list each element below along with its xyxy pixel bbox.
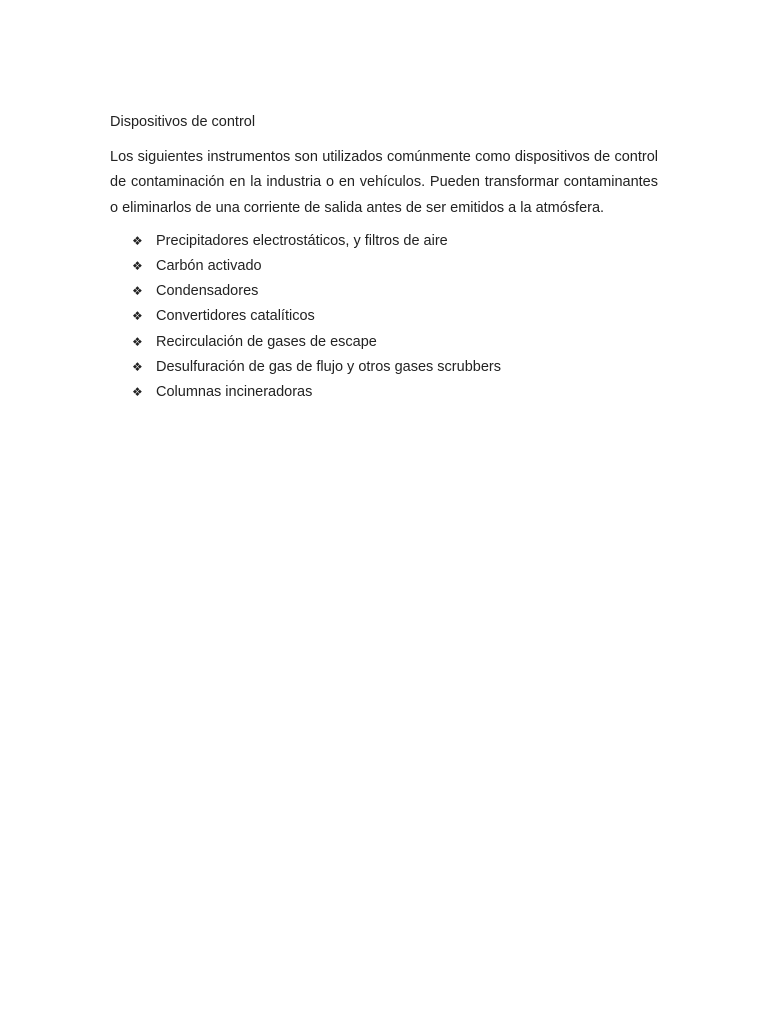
four-diamond-bullet-icon: ❖: [132, 309, 143, 324]
list-item: [132, 330, 658, 355]
four-diamond-bullet-icon: ❖: [132, 233, 143, 248]
intro-paragraph: Los siguientes instrumentos son utilizados comúnmente como dispositivos de control de contaminación en la industria o en vehículos. Pueden transformar contaminantes o eliminarlos de una corriente de salida antes de ser emitidos a la atmósfera.: [110, 149, 658, 216]
four-diamond-bullet-icon: ❖: [132, 359, 143, 374]
list-item: [132, 279, 658, 304]
four-diamond-bullet-icon: ❖: [132, 385, 143, 400]
list-item: [132, 380, 658, 405]
device-list: [110, 229, 658, 405]
list-item: [132, 304, 658, 329]
four-diamond-bullet-icon: ❖: [132, 334, 143, 349]
list-item-text: Convertidores catalíticos: [156, 308, 315, 325]
document-body: [110, 112, 658, 405]
list-item-text: Carbón activado: [156, 258, 262, 275]
list-item: [132, 355, 658, 380]
section-heading: Dispositivos de control: [110, 114, 256, 130]
list-item: [132, 254, 658, 279]
list-item: [132, 229, 658, 254]
list-item-text: Precipitadores electrostáticos, y filtros de aire: [156, 232, 448, 249]
four-diamond-bullet-icon: ❖: [132, 284, 143, 299]
four-diamond-bullet-icon: ❖: [132, 259, 143, 274]
list-item-text: Recirculación de gases de escape: [156, 333, 377, 350]
list-item-text: Columnas incineradoras: [156, 384, 313, 401]
list-item-text: Condensadores: [156, 283, 259, 300]
list-item-text: Desulfuración de gas de flujo y otros gases scrubbers: [156, 358, 501, 375]
